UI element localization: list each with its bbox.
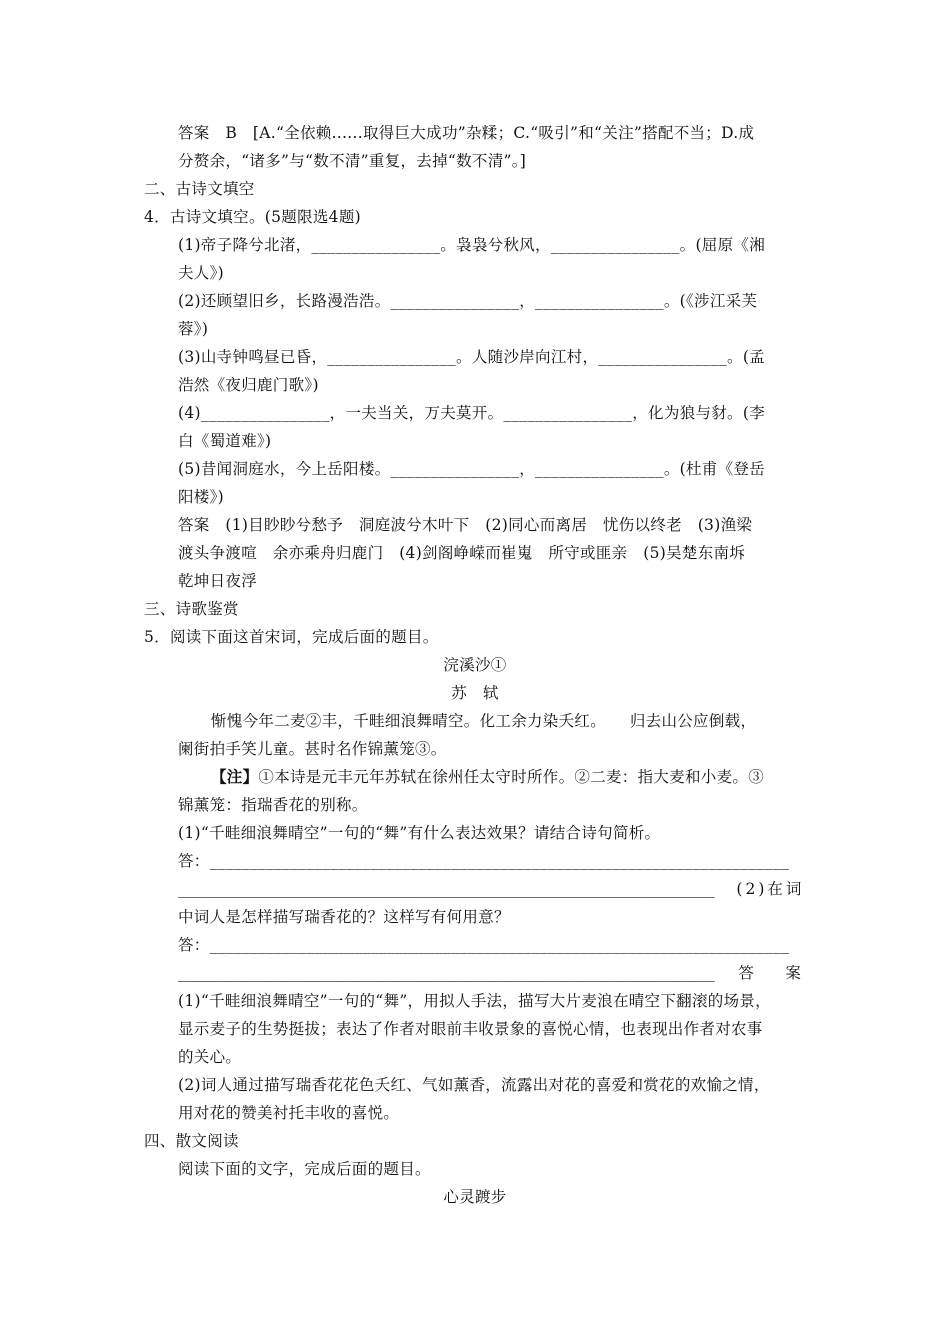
q5-sub1-blank-line-2 (178, 878, 804, 900)
q4-item-5-line-1: (5)昔闻洞庭水，今上岳阳楼。________________，________________。(杜甫《登岳 (178, 460, 766, 478)
q4-answer-line-2: 渡头争渡喧 余亦乘舟归鹿门 (4)剑阁峥嵘而崔嵬 所守或匪亲 (5)吴楚东南坼 (178, 544, 746, 562)
answer-blank: ________________________________________________________________________ (178, 964, 715, 982)
essay-title: 心灵踱步 (443, 1188, 507, 1206)
q5-answer-line-1: (1)“千畦细浪舞晴空”一句的“舞”，用拟人手法，描写大片麦浪在晴空下翻滚的场景， (178, 992, 771, 1010)
section-3-title: 三、诗歌鉴赏 (144, 600, 239, 618)
poem-line-1: 惭愧今年二麦②丰，千畦细浪舞晴空。化工余力染夭红。 归去山公应倒载， (211, 712, 757, 730)
q5-title: 5．阅读下面这首宋词，完成后面的题目。 (144, 628, 439, 646)
poem-note-line-1 (211, 766, 764, 788)
q4-item-4-line-1: (4)________________，一夫当关，万夫莫开。________________，化为狼与豺。(李 (178, 404, 766, 422)
note-text: ①本诗是元丰元年苏轼在徐州任太守时所作。②二麦：指大麦和小麦。③ (258, 768, 765, 786)
poem-note-line-2: 锦薰笼：指瑞香花的别称。 (178, 796, 368, 814)
q4-answer-line-1: 答案 (1)目眇眇兮愁予 洞庭波兮木叶下 (2)同心而离居 忧伤以终老 (3)渔梁 (178, 516, 753, 534)
section-4-title: 四、散文阅读 (144, 1132, 239, 1150)
q5-sub1-question: (1)“千畦细浪舞晴空”一句的“舞”有什么表达效果？请结合诗句简析。 (178, 824, 661, 842)
q5-sub1-answer-line (178, 850, 789, 872)
q5-answer-line-2: 显示麦子的生势挺拔；表达了作者对眼前丰收景象的喜悦心情，也表现出作者对农事 (178, 1020, 763, 1038)
q4-item-4-line-2: 白《蜀道难》) (178, 432, 272, 450)
q4-item-5-line-2: 阳楼》) (178, 488, 224, 506)
q5-sub2-prefix: (2)在词 (736, 880, 805, 898)
q5-sub2-answer-line (178, 934, 789, 956)
q4-item-2-line-1: (2)还顾望旧乡，长路漫浩浩。________________，________________。(《涉江采芙 (178, 292, 758, 310)
q4-item-1-line-1: (1)帝子降兮北渚，________________。袅袅兮秋风，________________。(屈原《湘 (178, 236, 766, 254)
answer-heading: 答 案 (738, 964, 809, 982)
q4-answer-line-3: 乾坤日夜浮 (178, 572, 258, 590)
q5-answer-line-4: (2)词人通过描写瑞香花花色夭红、气如薰香，流露出对花的喜爱和赏花的欢愉之情， (178, 1076, 770, 1094)
answer-label: 答： (178, 936, 210, 954)
poem-line-2: 阑街拍手笑儿童。甚时名作锦薰笼③。 (178, 740, 447, 758)
q5-answer-line-5: 用对花的赞美衬托丰收的喜悦。 (178, 1104, 400, 1122)
q4-item-2-line-2: 蓉》) (178, 320, 209, 338)
note-label: 【注】 (211, 767, 259, 786)
q3-answer-line-1: 答案 B [A.“全依赖......取得巨大成功”杂糅；C.“吸引”和“关注”搭配不当；D.成 (178, 124, 755, 142)
answer-blank: ________________________________________________________________________ (178, 880, 715, 898)
answer-blank: ________________________________________________________________________ (209, 936, 790, 954)
section-2-title: 二、古诗文填空 (144, 180, 255, 198)
answer-label: 答： (178, 852, 210, 870)
q3-answer-line-2: 分赘余，“诸多”与“数不清”重复，去掉“数不清”。] (178, 152, 527, 170)
q4-item-1-line-2: 夫人》) (178, 264, 224, 282)
poem-title: 浣溪沙① (443, 656, 507, 674)
q4-item-3-line-2: 浩然《夜归鹿门歌》) (178, 376, 319, 394)
q5-sub2-blank-line-2 (178, 962, 809, 984)
answer-blank: ________________________________________________________________________ (209, 852, 790, 870)
q4-title: 4．古诗文填空。(5题限选4题) (144, 208, 361, 226)
section-4-instruction: 阅读下面的文字，完成后面的题目。 (178, 1160, 431, 1178)
q5-answer-line-3: 的关心。 (178, 1048, 242, 1066)
poem-author: 苏 轼 (451, 684, 499, 702)
q4-item-3-line-1: (3)山寺钟鸣昼已昏，________________。人随沙岸向江村，________________。(孟 (178, 348, 766, 366)
q5-sub2-question: 中词人是怎样描写瑞香花的？这样写有何用意？ (178, 908, 510, 926)
